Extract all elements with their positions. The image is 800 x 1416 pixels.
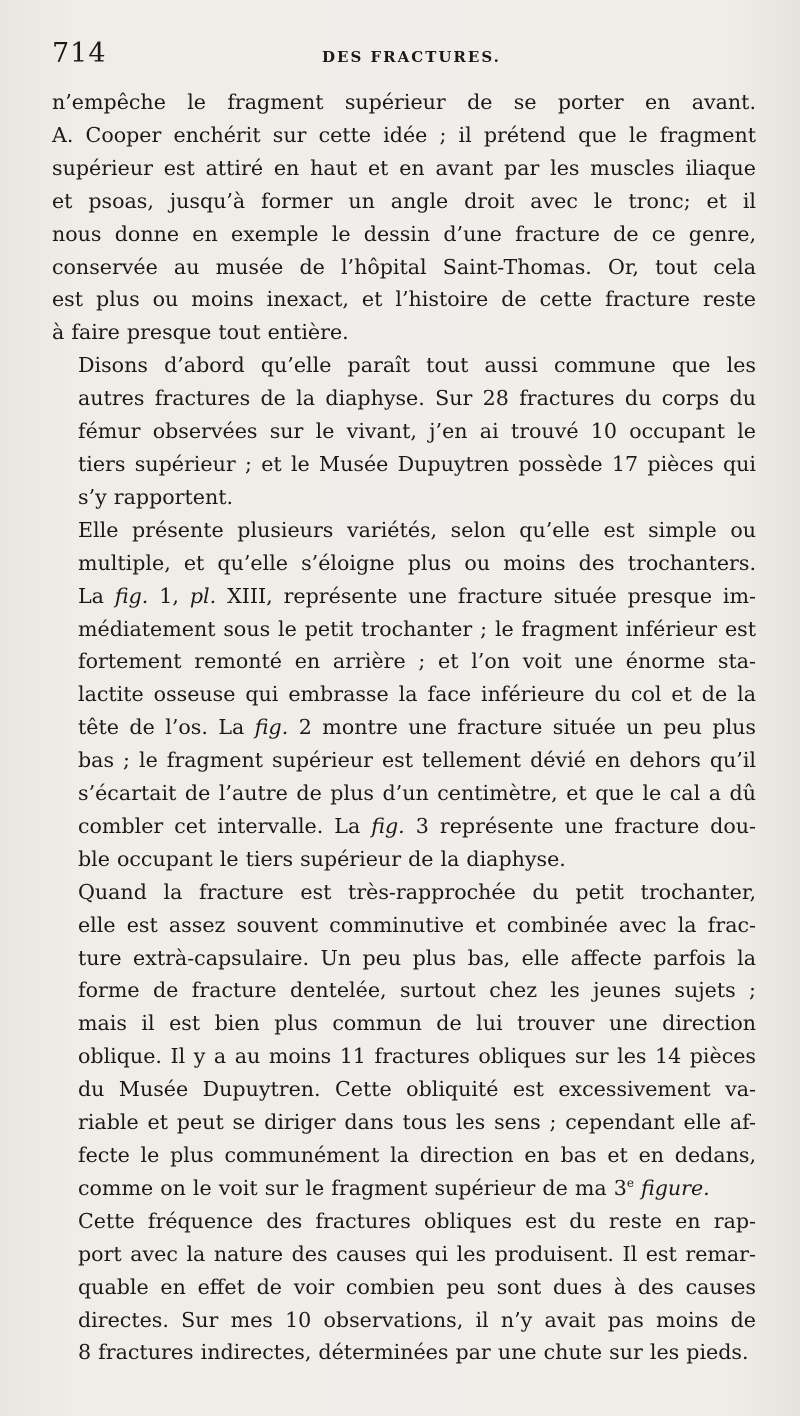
text-line: La fig. 1, pl. XIII, représente une fracture située presque im-	[78, 583, 756, 608]
text-line: riable et peut se diriger dans tous les sens ; cependant elle af-	[78, 1110, 756, 1135]
text-line: quable en effet de voir combien peu sont dues à des causes	[78, 1274, 756, 1299]
text-line: autres fractures de la diaphyse. Sur 28 fractures du corps du	[78, 386, 756, 411]
text-line: comme on le voit sur le fragment supérieur de ma 3e figure.	[78, 1175, 710, 1200]
text-line: forme de fracture dentelée, surtout chez les jeunes sujets ;	[78, 978, 756, 1003]
text-line: Cette fréquence des fractures obliques est du reste en rap-	[78, 1208, 756, 1233]
text-line: tiers supérieur ; et le Musée Dupuytren possède 17 pièces qui	[78, 451, 756, 476]
text-line: mais il est bien plus commun de lui trouver une direction	[78, 1011, 756, 1036]
text-line: n’empêche le fragment supérieur de se porter en avant.	[52, 90, 756, 114]
paragraph	[52, 86, 756, 349]
text-line: nous donne en exemple le dessin d’une fracture de ce genre,	[52, 221, 756, 246]
text-line: A. Cooper enchérit sur cette idée ; il prétend que le fragment	[52, 122, 756, 147]
text-line: s’y rapportent.	[78, 484, 234, 509]
text-line: ture extrà-capsulaire. Un peu plus bas, elle affecte parfois la	[78, 945, 756, 970]
text-line: Quand la fracture est très-rapprochée du petit trochanter,	[78, 879, 756, 904]
text-line: fortement remonté en arrière ; et l’on voit une énorme sta-	[78, 649, 756, 674]
paragraph	[52, 876, 756, 1205]
paragraph	[52, 514, 756, 876]
text-line: fémur observées sur le vivant, j’en ai trouvé 10 occupant le	[78, 419, 756, 444]
text-line: bas ; le fragment supérieur est tellement dévié en dehors qu’il	[78, 748, 756, 773]
text-line: Elle présente plusieurs variétés, selon qu’elle est simple ou	[78, 517, 756, 542]
text-line: à faire presque tout entière.	[52, 320, 349, 345]
text-line: directes. Sur mes 10 observations, il n’y avait pas moins de	[78, 1307, 756, 1332]
text-line: supérieur est attiré en haut et en avant par les muscles iliaque	[52, 155, 756, 180]
text-line: combler cet intervalle. La fig. 3 représente une fracture dou-	[78, 813, 756, 838]
running-head: DES FRACTURES.	[322, 48, 501, 66]
text-line: tête de l’os. La fig. 2 montre une fracture située un peu plus	[78, 715, 756, 740]
text-line: port avec la nature des causes qui les produisent. Il est remar-	[78, 1241, 756, 1266]
paragraph	[52, 349, 756, 514]
body-text	[52, 86, 756, 1369]
text-line: conservée au musée de l’hôpital Saint-Thomas. Or, tout cela	[52, 254, 756, 279]
text-line: est plus ou moins inexact, et l’histoire de cette fracture reste	[52, 287, 756, 312]
text-line: fecte le plus communément la direction en bas et en dedans,	[78, 1143, 756, 1167]
text-line: s’écartait de l’autre de plus d’un centimètre, et que le cal a dû	[78, 781, 756, 806]
page-header	[52, 38, 756, 78]
text-line: multiple, et qu’elle s’éloigne plus ou moins des trochanters.	[78, 550, 756, 575]
text-line: oblique. Il y a au moins 11 fractures obliques sur les 14 pièces	[78, 1044, 756, 1069]
text-line: 8 fractures indirectes, déterminées par une chute sur les pieds.	[78, 1340, 749, 1365]
text-line: lactite osseuse qui embrasse la face inférieure du col et de la	[78, 682, 756, 707]
text-line: médiatement sous le petit trochanter ; le fragment inférieur est	[78, 616, 756, 641]
paragraph	[52, 1205, 756, 1370]
text-line: ble occupant le tiers supérieur de la diaphyse.	[78, 846, 566, 871]
text-line: elle est assez souvent comminutive et combinée avec la frac-	[78, 912, 756, 937]
text-line: et psoas, jusqu’à former un angle droit avec le tronc; et il	[52, 188, 756, 213]
text-line: du Musée Dupuytren. Cette obliquité est excessivement va-	[78, 1077, 756, 1102]
text-line: Disons d’abord qu’elle paraît tout aussi commune que les	[78, 353, 756, 378]
page-number: 714	[52, 38, 107, 69]
